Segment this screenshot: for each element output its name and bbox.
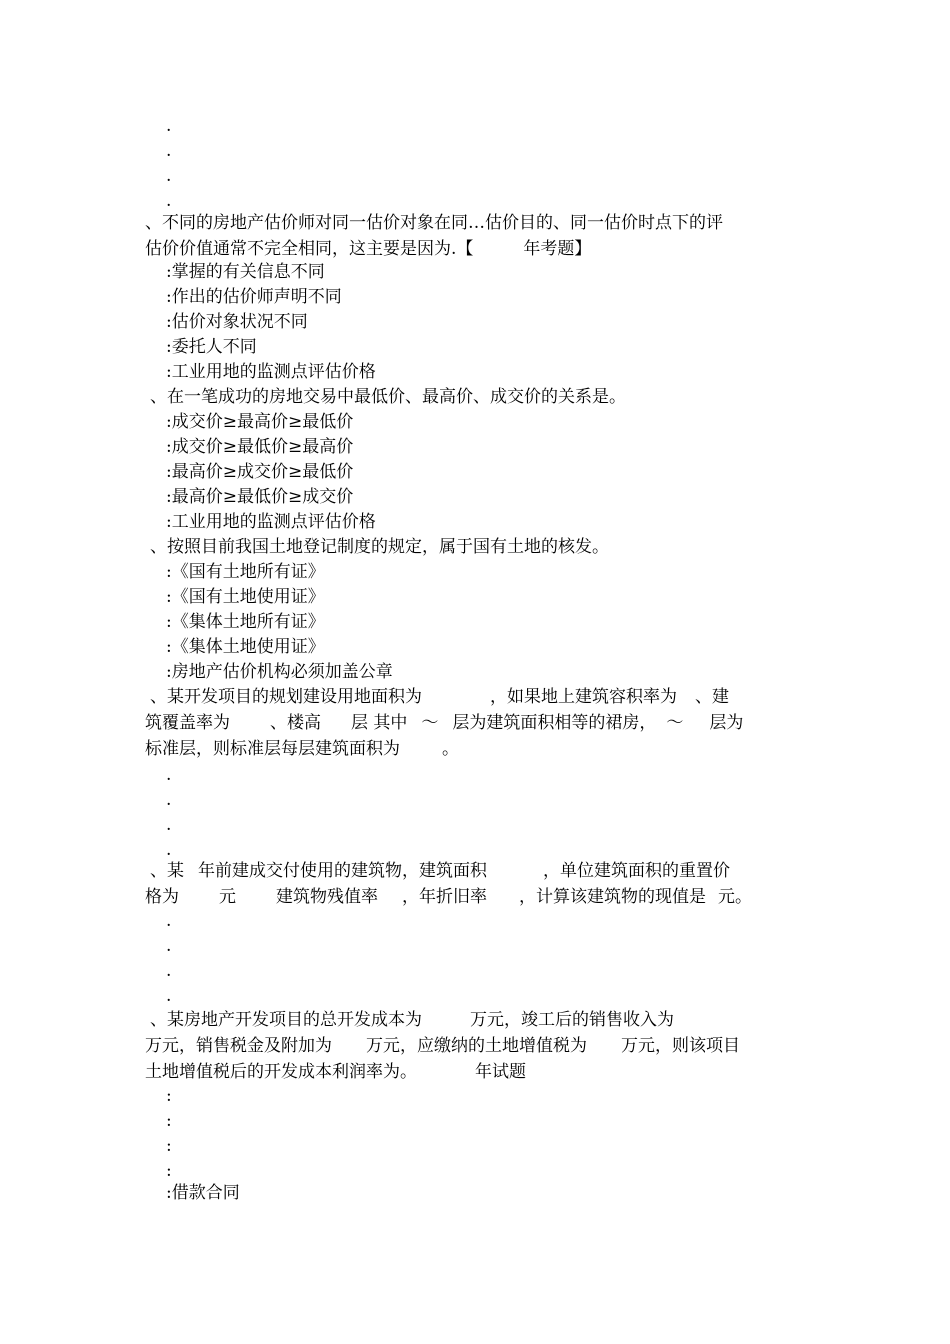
answer-option: :	[166, 1136, 172, 1156]
question-text: 万元，竣工后的销售收入为	[470, 1010, 674, 1030]
answer-option: :《国有土地使用证》	[166, 587, 325, 607]
question-text: 万元，应缴纳的土地增值税为	[366, 1036, 587, 1056]
question-text: 层为建筑面积相等的裙房，	[452, 713, 657, 733]
question-text: 筑覆盖率为	[145, 713, 230, 733]
answer-option: :估价对象状况不同	[166, 312, 308, 332]
question-text: 元	[219, 887, 236, 907]
answer-option: :委托人不同	[166, 337, 257, 357]
answer-option: :成交价≥最低价≥最高价	[166, 437, 354, 457]
question-stem	[145, 1060, 526, 1085]
option-marker: .	[166, 840, 172, 860]
answer-option: :《集体土地使用证》	[166, 637, 325, 657]
answer-option: :最高价≥最低价≥成交价	[166, 487, 354, 507]
answer-option: :	[166, 1111, 172, 1131]
question-stem: 、按照目前我国土地登记制度的规定，属于国有土地的核发。	[150, 537, 609, 557]
option-marker: .	[166, 191, 172, 211]
question-text: 万元，销售税金及附加为	[145, 1036, 332, 1056]
option-marker: .	[166, 936, 172, 956]
question-stem	[145, 737, 459, 762]
question-text: 建筑物残值率	[276, 887, 378, 907]
question-stem: 、在一笔成功的房地交易中最低价、最高价、成交价的关系是。	[150, 387, 626, 407]
question-stem	[150, 685, 729, 710]
option-marker: .	[166, 961, 172, 981]
question-text: 万元，则该项目	[621, 1036, 740, 1056]
option-marker: .	[166, 116, 172, 136]
question-text: 、某房地产开发项目的总开发成本为	[150, 1010, 422, 1030]
question-stem	[150, 1008, 674, 1033]
question-text: 。	[442, 739, 459, 759]
answer-option: :作出的估价师声明不同	[166, 287, 342, 307]
question-stem	[145, 237, 591, 262]
question-text: 年前建成交付使用的建筑物，建筑面积	[198, 861, 487, 881]
question-text: 层为	[709, 713, 744, 733]
option-marker: .	[166, 141, 172, 161]
option-marker: .	[166, 765, 172, 785]
question-text: 、楼高	[270, 713, 321, 733]
question-stem	[145, 1034, 740, 1059]
option-marker: .	[166, 986, 172, 1006]
answer-option: :成交价≥最高价≥最低价	[166, 412, 354, 432]
question-text: ，计算该建筑物的现值是	[519, 887, 706, 907]
question-stem: 、不同的房地产估价师对同一估价对象在同…估价目的、同一估价时点下的评	[145, 213, 723, 233]
answer-option: :房地产估价机构必须加盖公章	[166, 662, 393, 682]
option-marker: .	[166, 790, 172, 810]
question-text: 、某开发项目的规划建设用地面积为	[150, 687, 422, 707]
option-marker: .	[166, 815, 172, 835]
answer-option: :工业用地的监测点评估价格	[166, 362, 376, 382]
question-text: ，单位建筑面积的重置价	[543, 861, 730, 881]
exam-year-label: 年考题】	[523, 239, 592, 259]
option-marker: .	[166, 166, 172, 186]
question-text: ，如果地上建筑容积率为	[490, 687, 677, 707]
question-text: 格为	[145, 887, 179, 907]
question-text: ～	[666, 713, 684, 733]
answer-option: :	[166, 1161, 172, 1181]
question-stem	[145, 885, 752, 910]
question-text: ，年折旧率	[402, 887, 487, 907]
question-text: 层 其中	[351, 713, 408, 733]
question-stem	[145, 711, 743, 736]
question-stem-text: 估价价值通常不完全相同，这主要是因为.【	[145, 239, 474, 259]
question-text: 元。	[718, 887, 752, 907]
answer-option: :掌握的有关信息不同	[166, 262, 325, 282]
answer-option: :最高价≥成交价≥最低价	[166, 462, 354, 482]
question-text: 、建	[695, 687, 729, 707]
question-text: 、某	[150, 861, 184, 881]
exam-year-label: 年试题	[475, 1062, 526, 1082]
answer-option: :	[166, 1086, 172, 1106]
answer-option: :《国有土地所有证》	[166, 562, 325, 582]
answer-option: :工业用地的监测点评估价格	[166, 512, 376, 532]
option-marker: .	[166, 911, 172, 931]
question-text: 标准层，则标准层每层建筑面积为	[145, 739, 400, 759]
question-stem	[150, 859, 730, 884]
question-text: ～	[421, 713, 439, 733]
answer-option: :借款合同	[166, 1183, 240, 1203]
answer-option: :《集体土地所有证》	[166, 612, 325, 632]
question-text: 土地增值税后的开发成本利润率为。	[145, 1062, 417, 1082]
